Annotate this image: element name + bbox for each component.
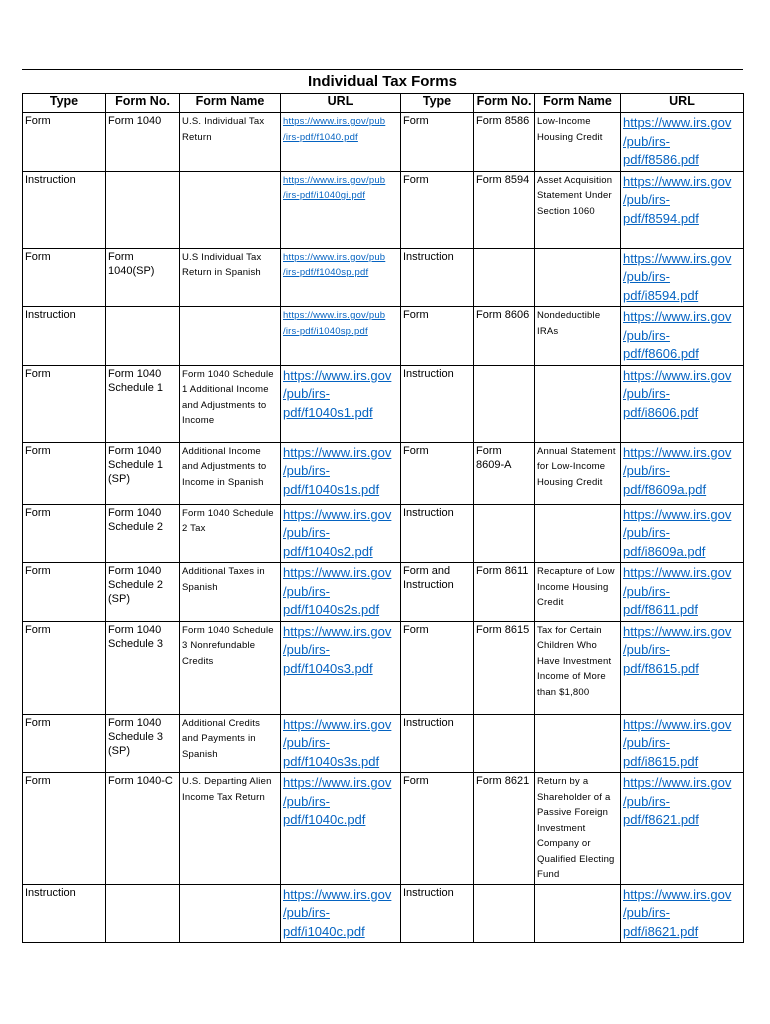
form-no-cell-right: Form 8606 [474,307,535,366]
url-link-part[interactable]: https://www.irs.gov/pub [283,251,386,263]
table-row [23,307,744,366]
form-no-cell-left: Form 1040 [106,113,180,172]
header-form-name: Form Name [180,94,281,113]
url-link-part[interactable]: pdf/i1040c.pdf [283,923,365,939]
form-name-cell-right: Annual Statement for Low-Income Housing Credit [535,442,621,504]
form-name-cell-right: Low-Income Housing Credit [535,113,621,172]
url-link-part[interactable]: /pub/irs- [623,583,670,599]
form-name-cell-left [180,171,281,248]
url-link-part[interactable]: pdf/f1040s2s.pdf [283,602,380,617]
type-cell-right: Form [401,773,474,885]
type-cell-right: Instruction [401,504,474,563]
url-link-part[interactable]: /irs-pdf/f1040.pdf [283,131,358,143]
url-link-part[interactable]: https://www.irs.gov [283,886,392,902]
form-no-cell-left [106,884,180,943]
url-cell-right [621,714,744,773]
type-cell-left: Form [23,714,106,773]
table-row [23,621,744,714]
url-link-part[interactable]: https://www.irs.gov [623,506,732,522]
url-cell-right [621,365,744,442]
url-cell-right [621,113,744,172]
table-row [23,365,744,442]
header-form-name-2: Form Name [535,94,621,113]
url-link-part[interactable]: pdf/f1040s3.pdf [283,660,373,676]
url-link-part[interactable]: /pub/irs- [283,463,330,478]
url-cell-right [621,563,744,622]
url-link-part[interactable]: https://www.irs.gov/pub [283,174,386,186]
type-cell-left: Form [23,113,106,172]
url-link-part[interactable]: pdf/f8615.pdf [623,660,699,676]
url-link-part[interactable]: pdf/f1040s3s.pdf [283,753,380,769]
url-cell-right [621,307,744,366]
form-no-cell-right: Form 8586 [474,113,535,172]
type-cell-right: Instruction [401,884,474,943]
url-cell-left [281,884,401,943]
url-link-part[interactable]: /pub/irs- [623,269,670,284]
form-no-cell-right [474,714,535,773]
type-cell-left: Form [23,504,106,563]
type-cell-right: Form [401,621,474,714]
header-row [23,94,744,113]
url-link-part[interactable]: /pub/irs- [623,642,670,657]
form-no-cell-left: Form 1040 Schedule 1 [106,365,180,442]
type-cell-left: Form [23,773,106,885]
url-link-part[interactable]: pdf/i8594.pdf [623,287,699,303]
header-url: URL [281,94,401,113]
table-row [23,171,744,248]
type-cell-left: Instruction [23,884,106,943]
url-link-part[interactable]: https://www.irs.gov [623,623,732,639]
form-no-cell-right [474,248,535,307]
page-title: Individual Tax Forms [308,73,457,90]
url-link-part[interactable]: pdf/f1040s1s.pdf [283,481,380,497]
type-cell-left: Form [23,248,106,307]
url-link-part[interactable]: pdf/f8606.pdf [623,346,699,361]
form-no-cell-left: Form 1040(SP) [106,248,180,307]
url-link-part[interactable]: https://www.irs.gov [283,444,392,460]
url-link-part[interactable]: /pub/irs- [623,386,670,401]
form-no-cell-right: Form 8611 [474,563,535,622]
url-link-part[interactable]: pdf/i8609a.pdf [623,543,706,559]
url-link-part[interactable]: https://www.irs.gov/pub [283,116,386,127]
url-link-part[interactable]: /pub/irs- [283,642,330,657]
url-link-part[interactable]: /pub/irs- [283,525,330,540]
form-no-cell-right: Form 8609-A [474,442,535,504]
form-name-cell-left [180,884,281,943]
form-name-cell-left: Additional Taxes in Spanish [180,563,281,622]
url-link-part[interactable]: https://www.irs.gov [283,716,392,732]
url-cell-right [621,773,744,885]
url-link-part[interactable]: https://www.irs.gov [623,444,732,460]
url-link-part[interactable]: /pub/irs- [623,133,670,149]
type-cell-right: Form [401,113,474,172]
form-name-cell-right: Return by a Shareholder of a Passive Foreign Investment Company or Qualified Electing Fund [535,773,621,885]
url-link-part[interactable]: /pub/irs- [283,386,330,401]
url-link-part[interactable]: https://www.irs.gov [283,623,392,639]
url-link-part[interactable]: https://www.irs.gov [623,886,732,902]
form-name-cell-left: Form 1040 Schedule 3 Nonrefundable Credits [180,621,281,714]
type-cell-right: Instruction [401,365,474,442]
url-link-part[interactable]: /pub/irs- [623,463,670,478]
url-cell-left [281,307,401,366]
header-form-no-2: Form No. [474,94,535,113]
form-no-cell-right [474,884,535,943]
url-link-part[interactable]: /irs-pdf/i1040gi.pdf [283,190,366,201]
type-cell-left: Instruction [23,307,106,366]
url-link-part[interactable]: https://www.irs.gov [623,250,732,266]
form-no-cell-left: Form 1040 Schedule 3 [106,621,180,714]
header-url-2: URL [621,94,744,113]
url-link-part[interactable]: /pub/irs- [623,735,670,750]
url-link-part[interactable]: /pub/irs- [283,583,330,599]
form-name-cell-left: U.S. Individual Tax Return [180,113,281,172]
form-no-cell-left [106,171,180,248]
url-cell-right [621,248,744,307]
url-link-part[interactable]: /pub/irs- [623,327,670,343]
form-no-cell-left: Form 1040 Schedule 3 (SP) [106,714,180,773]
form-name-cell-right: Recapture of Low Income Housing Credit [535,563,621,622]
form-no-cell-right: Form 8621 [474,773,535,885]
table-row [23,884,744,943]
url-link-part[interactable]: https://www.irs.gov [623,716,732,732]
form-name-cell-right: Nondeductible IRAs [535,307,621,366]
url-link-part[interactable]: https://www.irs.gov [283,367,392,383]
url-cell-left [281,504,401,563]
form-name-cell-left: Form 1040 Schedule 1 Additional Income and Adjustments to Income [180,365,281,442]
table-row [23,504,744,563]
url-link-part[interactable]: pdf/f8621.pdf [623,812,699,827]
table-row [23,563,744,622]
form-name-cell-right [535,504,621,563]
form-name-cell-left: Additional Credits and Payments in Spanish [180,714,281,773]
type-cell-right: Form and Instruction [401,563,474,622]
url-link-part[interactable]: pdf/f8611.pdf [623,602,698,617]
form-name-cell-left: U.S Individual Tax Return in Spanish [180,248,281,307]
url-link-part[interactable]: https://www.irs.gov [623,775,732,790]
url-cell-left [281,621,401,714]
url-cell-right [621,171,744,248]
url-cell-right [621,884,744,943]
url-link-part[interactable]: /irs-pdf/i1040sp.pdf [283,325,368,337]
form-no-cell-left [106,307,180,366]
url-cell-left [281,714,401,773]
url-cell-right [621,621,744,714]
url-cell-left [281,563,401,622]
type-cell-right: Instruction [401,714,474,773]
url-cell-left [281,113,401,172]
type-cell-right: Form [401,442,474,504]
form-name-cell-right: Tax for Certain Children Who Have Investment Income of More than $1,800 [535,621,621,714]
form-name-cell-right: Asset Acquisition Statement Under Section 1060 [535,171,621,248]
url-link-part[interactable]: pdf/i8615.pdf [623,753,699,769]
table-row [23,714,744,773]
url-link-part[interactable]: https://www.irs.gov [623,115,732,130]
form-no-cell-right [474,365,535,442]
header-type: Type [23,94,106,113]
url-link-part[interactable]: /pub/irs- [283,793,330,809]
form-name-cell-left: Additional Income and Adjustments to Income in Spanish [180,442,281,504]
url-link-part[interactable]: /pub/irs- [283,905,330,920]
url-link-part[interactable]: /pub/irs- [623,192,670,207]
url-link-part[interactable]: pdf/f1040s2.pdf [283,543,373,559]
url-link-part[interactable]: /pub/irs- [623,905,670,920]
table-row [23,773,744,885]
table-row [23,442,744,504]
header-type-2: Type [401,94,474,113]
form-no-cell-right [474,504,535,563]
type-cell-right: Instruction [401,248,474,307]
type-cell-right: Form [401,307,474,366]
url-link-part[interactable]: pdf/f1040c.pdf [283,812,366,827]
url-cell-right [621,442,744,504]
table-row [23,113,744,172]
header-form-no: Form No. [106,94,180,113]
url-cell-left [281,365,401,442]
url-link-part[interactable]: pdf/f8594.pdf [623,210,699,226]
url-link-part[interactable]: pdf/i8621.pdf [623,923,699,939]
form-name-cell-left: U.S. Departing Alien Income Tax Return [180,773,281,885]
form-no-cell-left: Form 1040-C [106,773,180,885]
form-no-cell-left: Form 1040 Schedule 2 [106,504,180,563]
form-no-cell-right: Form 8594 [474,171,535,248]
type-cell-left: Form [23,365,106,442]
type-cell-left: Instruction [23,171,106,248]
url-link-part[interactable]: /pub/irs- [283,735,330,750]
url-link-part[interactable]: /pub/irs- [623,525,670,540]
url-link-part[interactable]: https://www.irs.gov/pub [283,310,386,321]
type-cell-left: Form [23,621,106,714]
url-link-part[interactable]: https://www.irs.gov [283,565,392,580]
url-link-part[interactable]: https://www.irs.gov [623,173,732,189]
url-link-part[interactable]: /pub/irs- [623,793,670,809]
form-name-cell-right [535,714,621,773]
url-link-part[interactable]: https://www.irs.gov [283,775,392,790]
url-link-part[interactable]: https://www.irs.gov [283,506,392,522]
url-link-part[interactable]: /irs-pdf/f1040sp.pdf [283,267,369,278]
form-no-cell-left: Form 1040 Schedule 2 (SP) [106,563,180,622]
url-link-part[interactable]: pdf/f8586.pdf [623,152,699,167]
url-link-part[interactable]: pdf/f8609a.pdf [623,481,707,497]
form-name-cell-right [535,365,621,442]
url-link-part[interactable]: pdf/i8606.pdf [623,404,699,420]
url-cell-left [281,248,401,307]
table-row [23,248,744,307]
form-name-cell-right [535,248,621,307]
url-link-part[interactable]: https://www.irs.gov [623,367,732,383]
url-cell-left [281,442,401,504]
url-link-part[interactable]: https://www.irs.gov [623,309,732,324]
url-cell-left [281,171,401,248]
url-cell-right [621,504,744,563]
tax-forms-table [22,93,744,943]
form-name-cell-left [180,307,281,366]
form-name-cell-left: Form 1040 Schedule 2 Tax [180,504,281,563]
type-cell-right: Form [401,171,474,248]
form-name-cell-right [535,884,621,943]
url-link-part[interactable]: pdf/f1040s1.pdf [283,404,373,420]
form-no-cell-left: Form 1040 Schedule 1 (SP) [106,442,180,504]
top-rule [22,69,743,70]
type-cell-left: Form [23,442,106,504]
type-cell-left: Form [23,563,106,622]
form-no-cell-right: Form 8615 [474,621,535,714]
url-link-part[interactable]: https://www.irs.gov [623,565,732,580]
url-cell-left [281,773,401,885]
